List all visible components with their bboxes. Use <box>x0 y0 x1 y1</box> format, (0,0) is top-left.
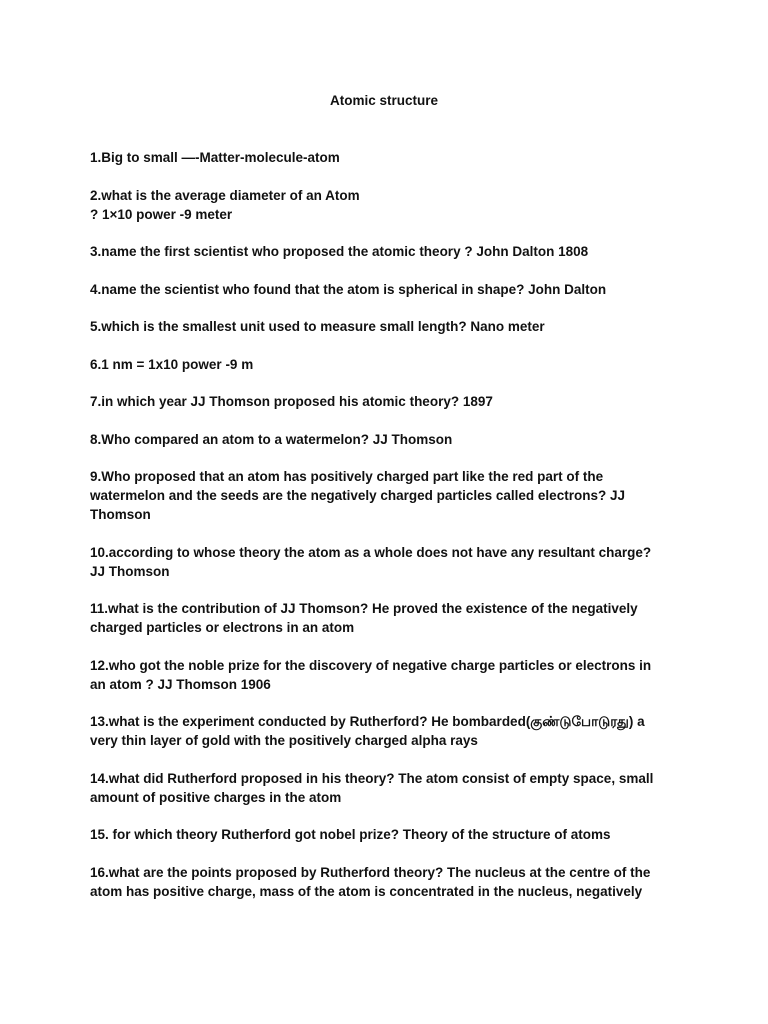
question-item-7: 7.in which year JJ Thomson proposed his atomic theory? 1897 <box>90 394 493 409</box>
question-item-2: 2.what is the average diameter of an Atom ? 1×10 power -9 meter <box>90 187 360 222</box>
question-item-4: 4.name the scientist who found that the atom is spherical in shape? John Dalton <box>90 281 607 297</box>
question-item-6: 6.1 nm = 1x10 power -9 m <box>90 356 254 372</box>
question-item-15: 15. for which theory Rutherford got nobel prize? Theory of the structure of atoms <box>90 827 611 842</box>
question-item-1: 1.Big to small —-Matter-molecule-atom <box>90 150 340 165</box>
question-item-14: 14.what did Rutherford proposed in his theory? The atom consist of empty space, small amount of positive charges in the atom <box>90 770 654 805</box>
question-item-12: 12.who got the noble prize for the discovery of negative charge particles or electrons in an atom ? JJ Thomson 1906 <box>90 657 652 692</box>
question-item-11: 11.what is the contribution of JJ Thomson? He proved the existence of the negatively charged particles or electrons in an atom <box>90 601 638 635</box>
question-item-10: 10.according to whose theory the atom as a whole does not have any resultant charge? JJ Thomson <box>90 544 652 579</box>
question-item-8: 8.Who compared an atom to a watermelon? JJ Thomson <box>90 431 453 447</box>
question-item-3: 3.name the first scientist who proposed the atomic theory ? John Dalton 1808 <box>90 244 589 259</box>
question-item-16: 16.what are the points proposed by Rutherford theory? The nucleus at the centre of the atom has positive charge, mass of the atom is concentrated in the nucleus, negatively <box>90 864 651 899</box>
question-item-9: 9.Who proposed that an atom has positively charged part like the red part of the watermelon and the seeds are the negatively charged particles called electrons? JJ Thomson <box>90 469 625 522</box>
question-list <box>90 148 690 919</box>
question-item-13: 13.what is the experiment conducted by Rutherford? He bombarded(குண்டுபோடுரது) a very thin layer of gold with the positively charged alpha rays <box>90 714 645 748</box>
question-item-5: 5.which is the smallest unit used to measure small length? Nano meter <box>90 319 545 334</box>
page-title: Atomic structure <box>329 93 439 108</box>
